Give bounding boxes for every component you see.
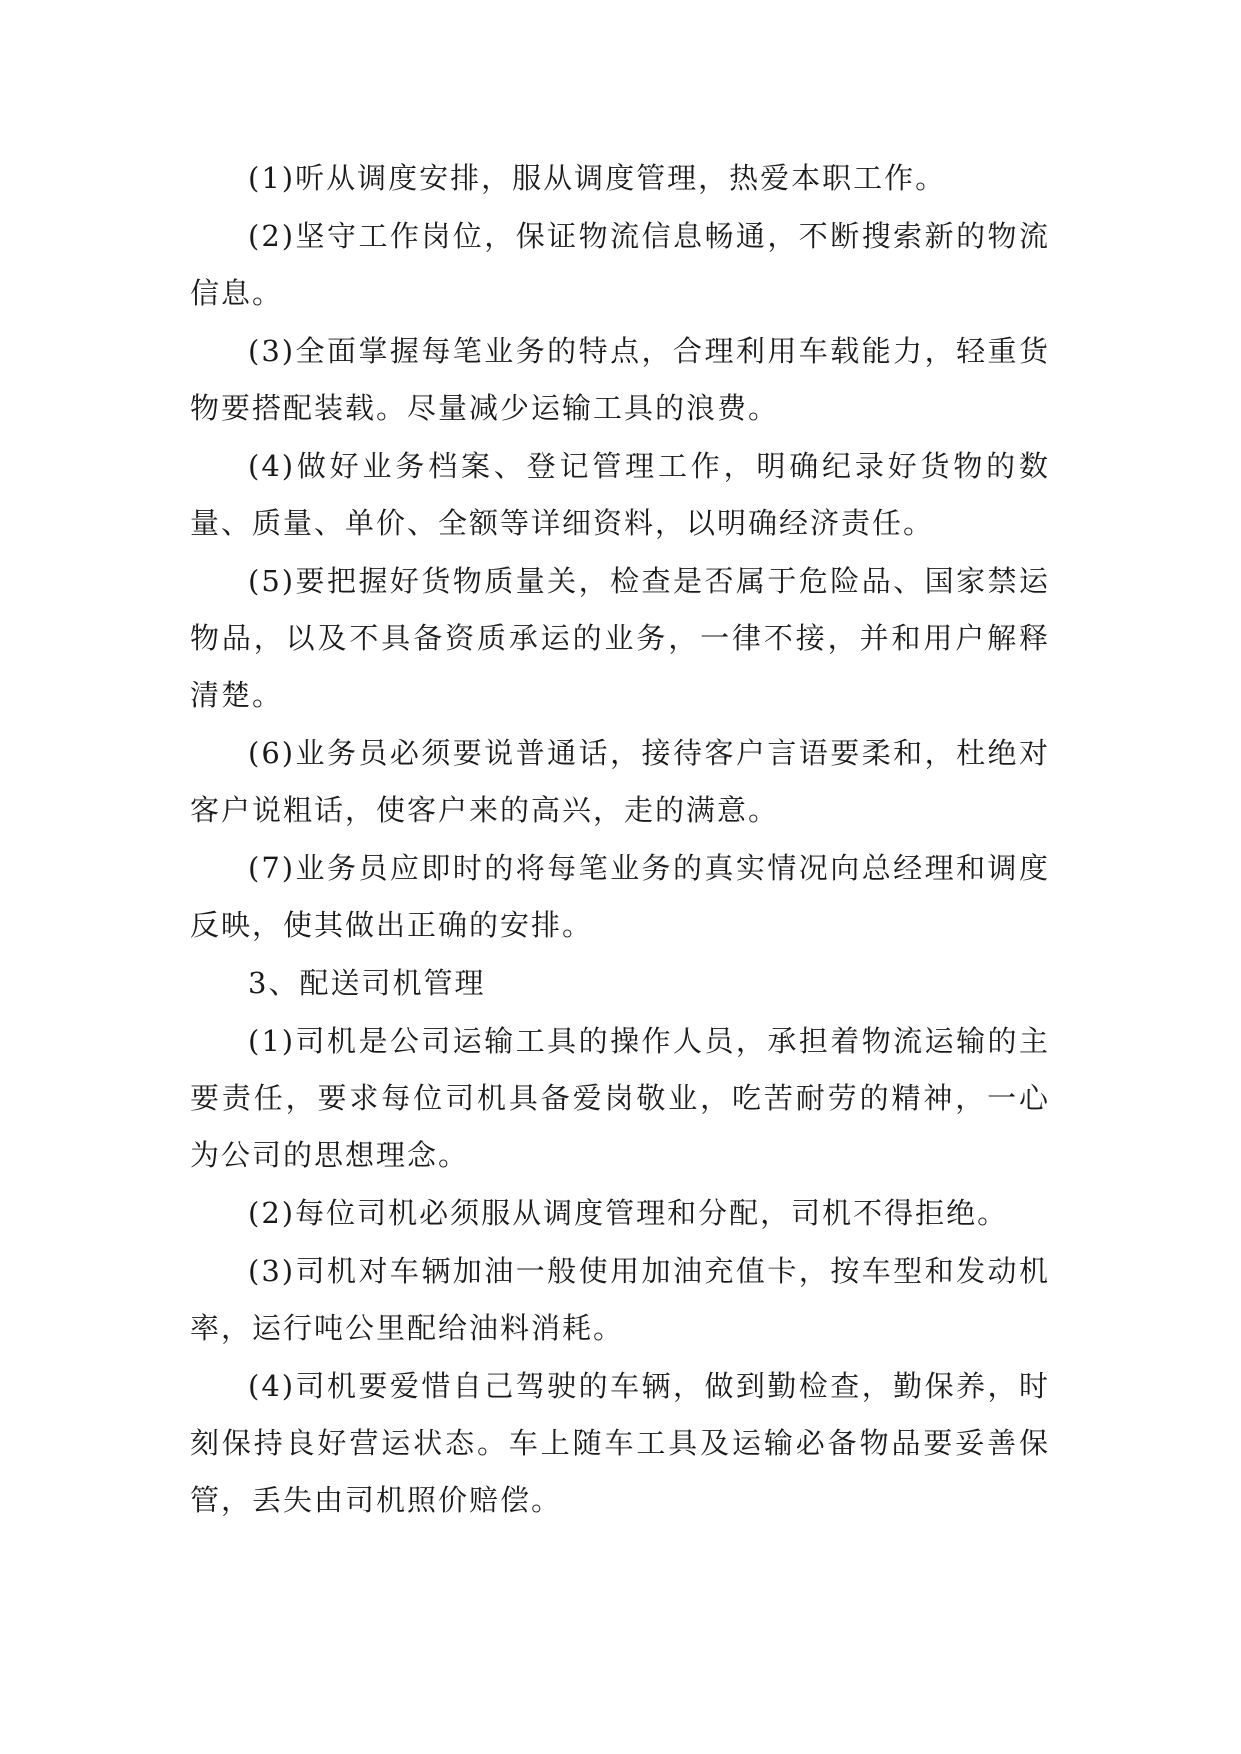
paragraph-item-6: (6)业务员必须要说普通话，接待客户言语要柔和，杜绝对客户说粗话，使客户来的高兴，走的满意。: [190, 736, 1050, 827]
section-heading: 3、配送司机管理: [248, 966, 486, 1000]
paragraph-item-4: (4)做好业务档案、登记管理工作，明确纪录好货物的数量、质量、单价、全额等详细资料，以明确经济责任。: [190, 449, 1050, 540]
paragraph-item-2: (2)坚守工作岗位，保证物流信息畅通，不断搜索新的物流信息。: [190, 219, 1050, 310]
paragraph-driver-4: (4)司机要爱惜自己驾驶的车辆，做到勤检查，勤保养，时刻保持良好营运状态。车上随车工具及运输必备物品要妥善保管，丢失由司机照价赔偿。: [190, 1369, 1050, 1517]
paragraph-item-5: (5)要把握好货物质量关，检查是否属于危险品、国家禁运物品，以及不具备资质承运的业务，一律不接，并和用户解释清楚。: [190, 564, 1050, 712]
paragraph-item-3: (3)全面掌握每笔业务的特点，合理利用车载能力，轻重货物要搭配装载。尽量减少运输工具的浪费。: [190, 334, 1050, 425]
paragraph-driver-2: (2)每位司机必须服从调度管理和分配，司机不得拒绝。: [248, 1196, 1009, 1230]
paragraph-driver-3: (3)司机对车辆加油一般使用加油充值卡，按车型和发动机率，运行吨公里配给油料消耗。: [190, 1254, 1050, 1345]
paragraph-item-7: (7)业务员应即时的将每笔业务的真实情况向总经理和调度反映，使其做出正确的安排。: [190, 851, 1050, 942]
paragraph-item-1: (1)听从调度安排，服从调度管理，热爱本职工作。: [248, 161, 947, 195]
document-body: [190, 150, 1050, 1529]
paragraph-driver-1: (1)司机是公司运输工具的操作人员，承担着物流运输的主要责任，要求每位司机具备爱岗敬业，吃苦耐劳的精神，一心为公司的思想理念。: [190, 1024, 1050, 1172]
